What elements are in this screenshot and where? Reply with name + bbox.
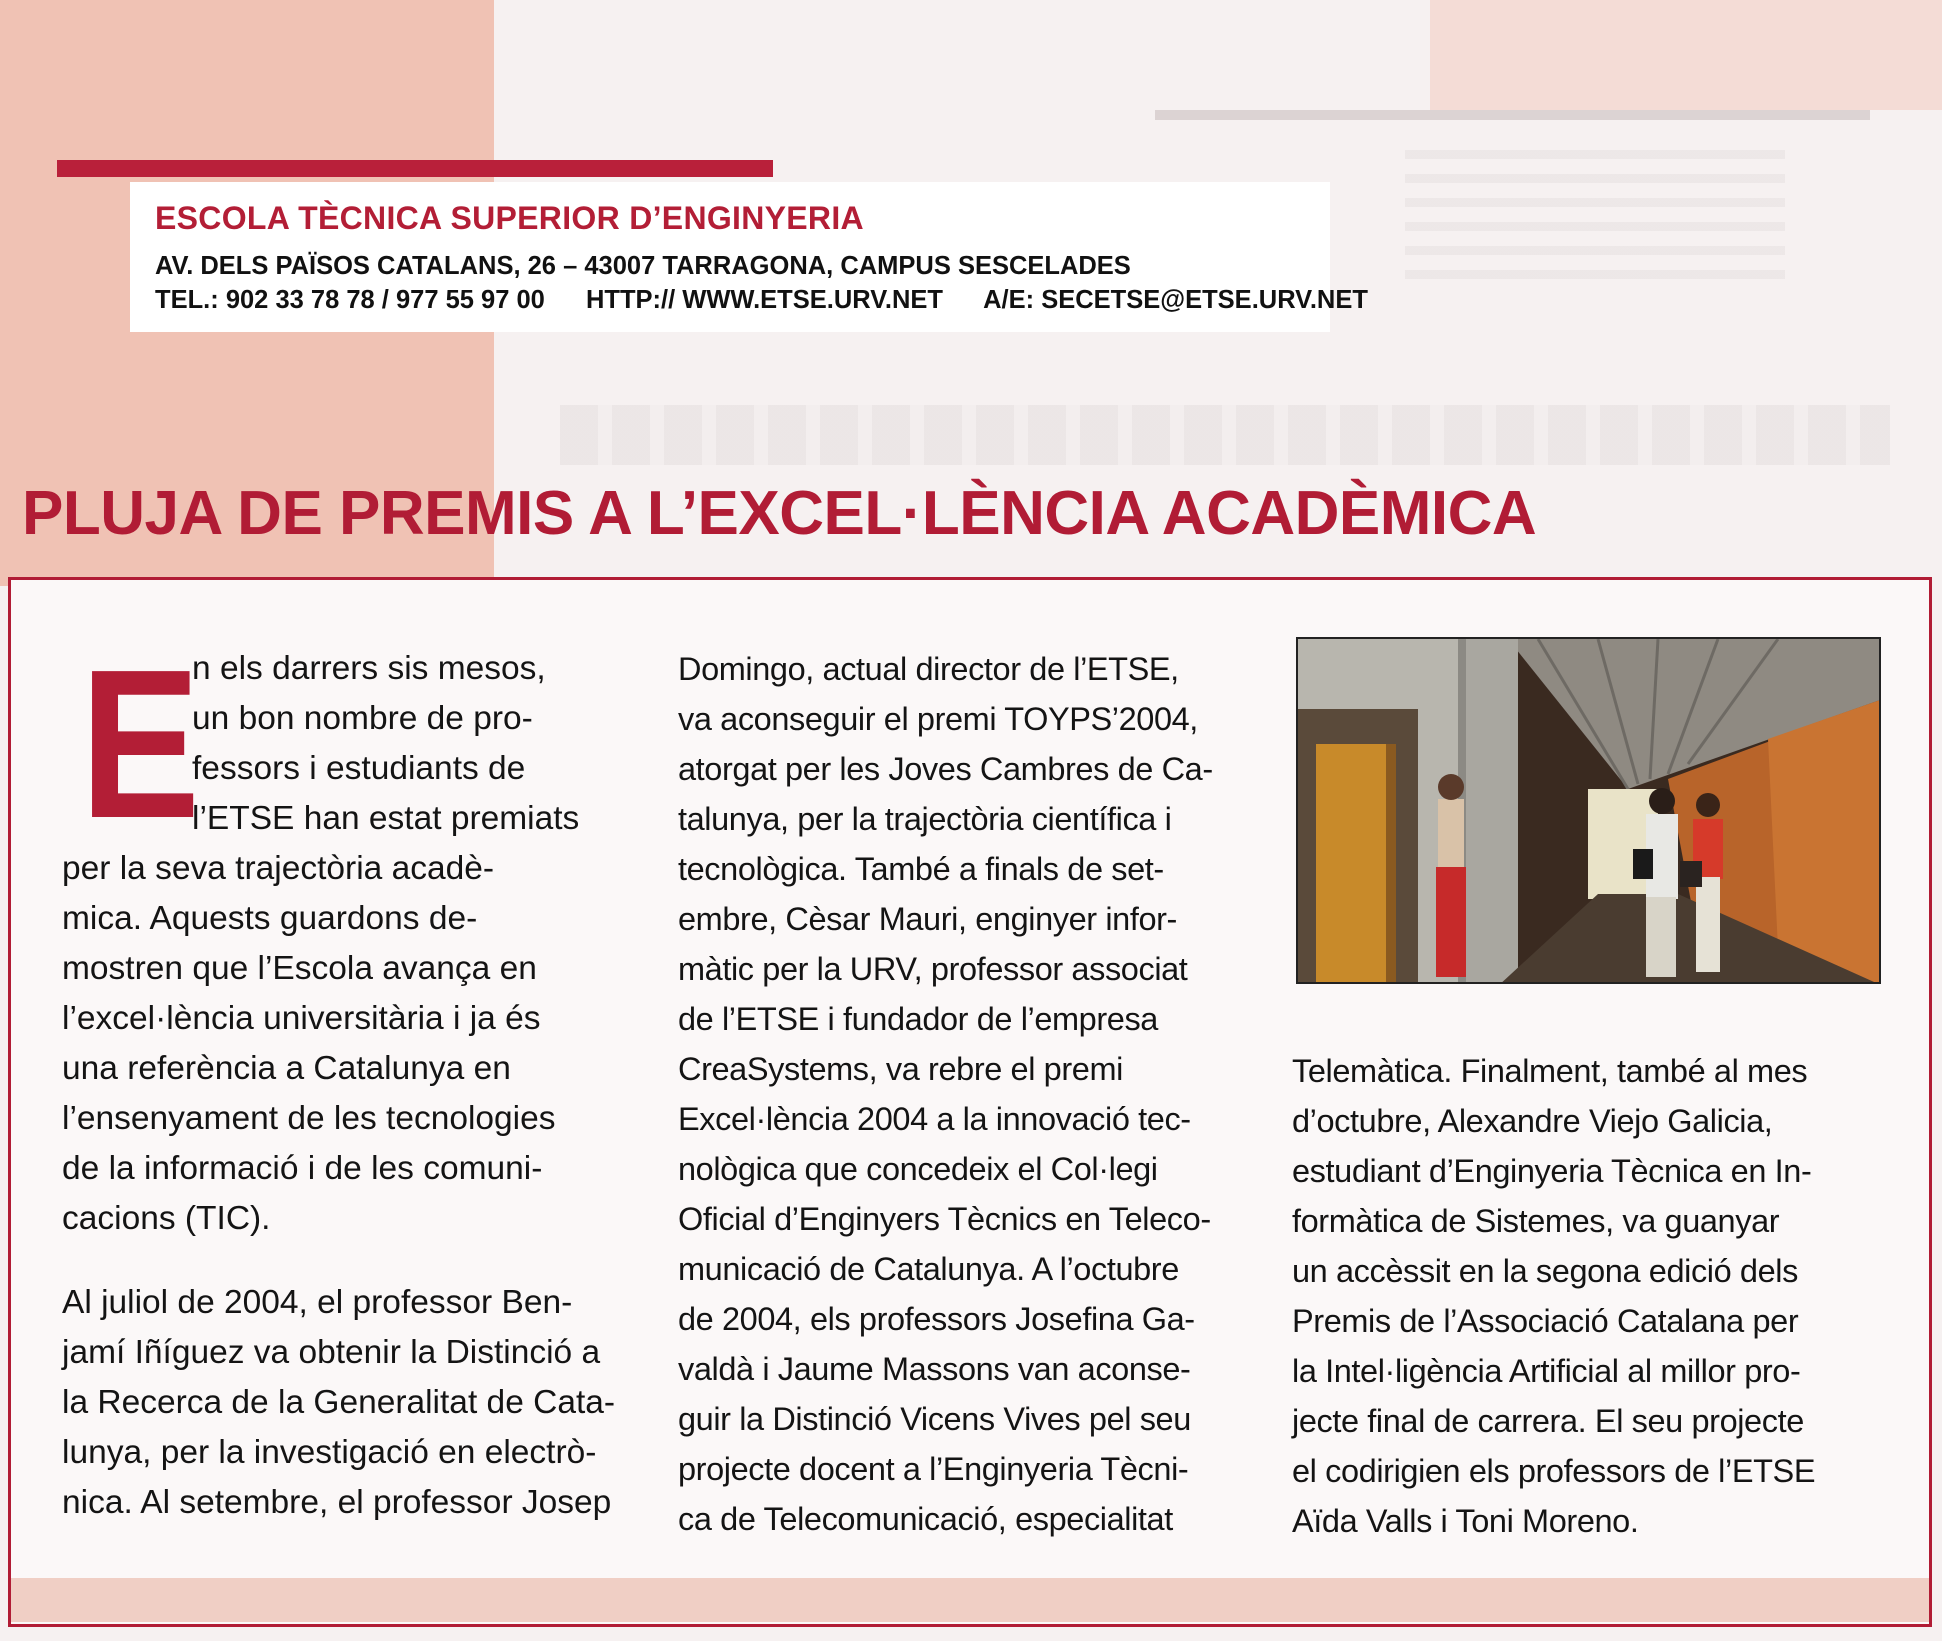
text-line: màtic per la URV, professor associat (678, 951, 1188, 987)
text-line: Oficial d’Enginyers Tècnics en Teleco- (678, 1201, 1211, 1237)
text-line: cacions (TIC). (62, 1200, 271, 1237)
bleed-through-rule (1155, 110, 1870, 120)
text-line: Domingo, actual director de l’ETSE, (678, 651, 1179, 687)
text-line: valdà i Jaume Massons van aconse- (678, 1351, 1191, 1387)
bleed-through-title (560, 405, 1890, 465)
text-line: guir la Distinció Vicens Vives pel seu (678, 1401, 1191, 1437)
text-line: ca de Telecomunicació, especialitat (678, 1501, 1173, 1537)
corridor-illustration (1298, 639, 1881, 984)
text-line: lunya, per la investigació en electrò- (62, 1434, 597, 1471)
bottom-band (11, 1578, 1929, 1622)
text-line: Aïda Valls i Toni Moreno. (1292, 1503, 1639, 1539)
pink-corner-block (1430, 0, 1942, 110)
text-line: Al juliol de 2004, el professor Ben- (62, 1284, 573, 1321)
text-line: municació de Catalunya. A l’octubre (678, 1251, 1179, 1287)
text-line: estudiant d’Enginyeria Tècnica en In- (1292, 1153, 1812, 1189)
text-line: embre, Cèsar Mauri, enginyer infor- (678, 901, 1177, 937)
text-line: l’ensenyament de les tecnologies (62, 1100, 556, 1137)
header-accent-bar (57, 160, 773, 177)
website: HTTP:// WWW.ETSE.URV.NET (585, 286, 943, 314)
drop-cap: E (80, 625, 201, 862)
school-address: AV. DELS PAÏSOS CATALANS, 26 – 43007 TARRAGONA, CAMPUS SESCELADES (155, 252, 1131, 280)
text-line: talunya, per la trajectòria científica i (678, 801, 1172, 837)
article-column-1 (62, 625, 657, 1528)
text-line: el codirigien els professors de l’ETSE (1292, 1453, 1816, 1489)
text-line: de l’ETSE i fundador de l’empresa (678, 1001, 1158, 1037)
text-line: la Intel·ligència Artificial al millor pro- (1292, 1353, 1801, 1389)
email: A/E: SECETSE@ETSE.URV.NET (983, 286, 1368, 314)
text-line: per la seva trajectòria acadè- (62, 850, 494, 887)
text-line: un bon nombre de pro- (192, 700, 533, 737)
text-line: atorgat per les Joves Cambres de Ca- (678, 751, 1213, 787)
text-line: mica. Aquests guardons de- (62, 900, 478, 937)
text-line: un accèssit en la segona edició dels (1292, 1253, 1798, 1289)
text-line: tecnològica. També a finals de set- (678, 851, 1164, 887)
bleed-through-text (1405, 150, 1785, 290)
article-column-2 (678, 644, 1268, 1544)
text-line: fessors i estudiants de (192, 750, 526, 787)
text-line: Excel·lència 2004 a la innovació tec- (678, 1101, 1191, 1137)
text-line: l’excel·lència universitària i ja és (62, 1000, 541, 1037)
text-line: formàtica de Sistemes, va guanyar (1292, 1203, 1780, 1239)
article-headline: PLUJA DE PREMIS A L’EXCEL·LÈNCIA ACADÈMICA (22, 479, 1537, 548)
school-name: ESCOLA TÈCNICA SUPERIOR D’ENGINYERIA (155, 200, 864, 236)
text-line: d’octubre, Alexandre Viejo Galicia, (1292, 1103, 1773, 1139)
paragraph-gap (62, 1244, 657, 1278)
text-line: nica. Al setembre, el professor Josep (62, 1484, 612, 1521)
text-line: projecte docent a l’Enginyeria Tècni- (678, 1451, 1189, 1487)
text-line: de 2004, els professors Josefina Ga- (678, 1301, 1195, 1337)
text-line: n els darrers sis mesos, (192, 650, 546, 687)
text-line: Telemàtica. Finalment, també al mes (1292, 1053, 1808, 1089)
text-line: nològica que concedeix el Col·legi (678, 1151, 1158, 1187)
phone-numbers: TEL.: 902 33 78 78 / 977 55 97 00 (155, 286, 545, 314)
text-line: jamí Iñíguez va obtenir la Distinció a (62, 1334, 601, 1371)
corridor-photo (1296, 637, 1881, 984)
text-line: Premis de l’Associació Catalana per (1292, 1303, 1799, 1339)
text-line: va aconseguir el premi TOYPS’2004, (678, 701, 1198, 737)
article-column-3 (1292, 1046, 1892, 1546)
text-line: jecte final de carrera. El seu projecte (1292, 1403, 1804, 1439)
text-line: la Recerca de la Generalitat de Cata- (62, 1384, 616, 1421)
text-line: mostren que l’Escola avança en (62, 950, 537, 987)
text-line: de la informació i de les comuni- (62, 1150, 543, 1187)
text-line: CreaSystems, va rebre el premi (678, 1051, 1123, 1087)
text-line: l’ETSE han estat premiats (192, 800, 580, 837)
text-line: una referència a Catalunya en (62, 1050, 511, 1087)
contact-line (155, 286, 1368, 315)
